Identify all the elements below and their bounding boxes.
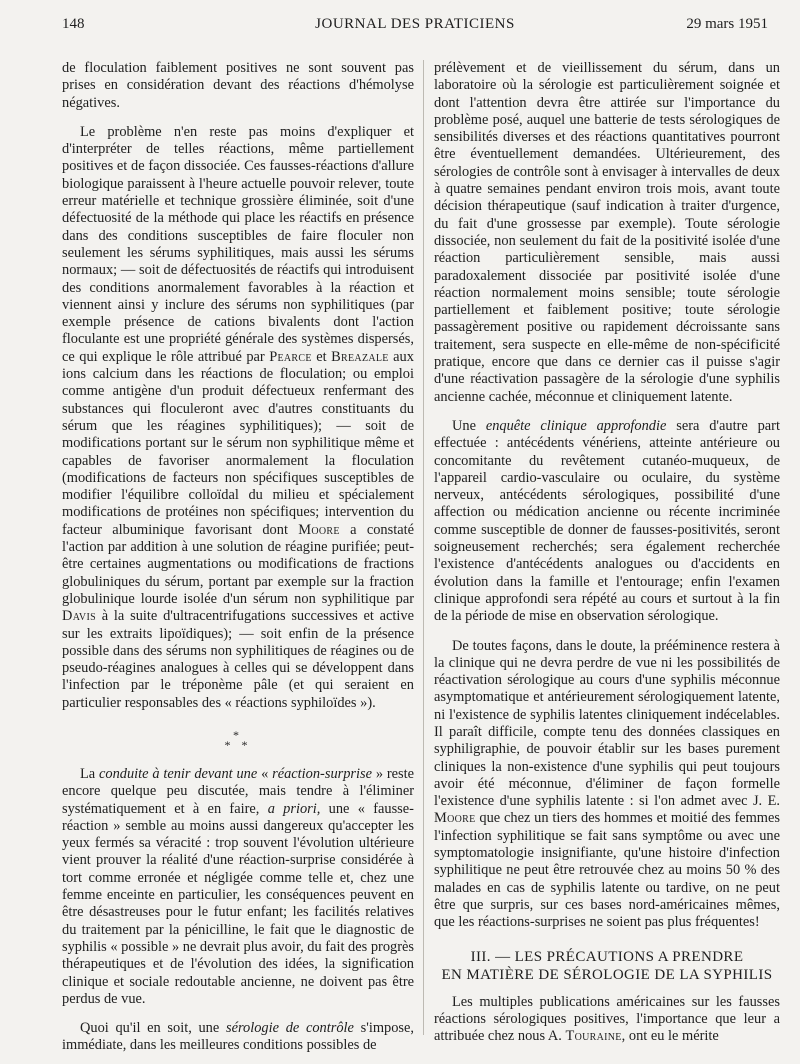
section-asterism: * * * bbox=[224, 727, 252, 752]
right-column bbox=[434, 60, 780, 1045]
paragraph-doute: De toutes façons, dans le doute, la prééminence restera à la clinique qui ne devra perdre de vue ni les possibilités de réactivation sérologique au cours d'une syphilis méconnue asymptomatique et antérieurement sérologiquement latente, ni l'existence de syphilis latentes cliniquement indécelables. Il paraît difficile, compte tenu des données classiques en syphiligraphie, de pouvoir établir sur les bases purement cliniques la non-existence d'une syphilis qui peut toujours avoir été méconnue, d'éliminer de façon formelle l'existence d'une syphilis latente : si l'on admet avec J. E. Moore que chez un tiers des hommes et moitié des femmes l'infection syphilitique se fait sans symptôme ou avec une symptomatologie insignifiante, qu'une histoire d'infection syphilitique ne peut être retrouvée chez au moins 50 % des malades en cas de syphilis latente ou tardive, on ne peut être que surpris, sur ces bases nord-américaines mêmes, que les réactions-surprises ne soient pas plus fréquentes! bbox=[434, 637, 780, 931]
paragraph-floculation: de floculation faiblement positives ne sont souvent pas prises en considération devant des réactions d'hémolyse négatives. bbox=[62, 60, 414, 111]
author-moore: Moore bbox=[298, 521, 340, 538]
left-column bbox=[62, 60, 414, 1055]
author-davis: Davis bbox=[62, 608, 96, 625]
paragraph-conduite: La conduite à tenir devant une « réaction-surprise » reste encore quelque peu discutée, mais tendre à l'éliminer systématiquement et à en faire, a priori, une « fausse-réaction » semble au moins aussi dangereux qu'accepter les yeux fermés sa véracité : trop souvent l'évolution ultérieure vient prouver la réalité d'une réaction-surprise considérée à tort comme erronée et négligée comme telle et, chez une femme enceinte en particulier, les conséquences peuvent en être désastreuses pour le futur enfant; les facilités relatives du traitement par la pénicilline, le fait que le diagnostic de syphilis « possible » ne devrait plus avoir, du fait des progrès thérapeutiques et de l'évolution des idées, la signification clinique et sociale redoutable ancienne, ne doivent pas être perdus de vue. bbox=[62, 765, 415, 1007]
journal-title: JOURNAL DES PRATICIENS bbox=[315, 16, 515, 32]
page-header bbox=[62, 16, 768, 42]
author-touraine: Touraine bbox=[565, 1028, 622, 1045]
paragraph-probleme: Le problème n'en reste pas moins d'expliquer et d'interpréter de telles réactions, même partiellement positives et de façon dissociée. Ces fausses-réactions d'allure biologique paraissent à l'heure actuelle pouvoir relever, toute erreur matérielle et technique grossière éliminée, soit d'une défectuosité de la méthode qui place les réactifs en présence dans des conditions susceptibles de faire floculer non seulement les sérums syphilitiques, mais aussi les sérums normaux; — soit de défectuosités de réactifs qui introduisent des conditions anormalement favorables à la réaction et viennent ainsi y inclure des sérums non syphilitiques (par exemple présence de cations bivalents dont l'action floculante est une propriété générale des systèmes dispersés, ce qui explique le rôle attribué par Pearce et Breazale aux ions calcium dans les réactions de floculation; ou emploi comme antigène d'un produit défectueux renfermant des substances qui floculeront avec d'autres constituants du sérum que les réagines syphilitiques); — soit de modifications portant sur le sérum non syphilitique même et capables de favoriser anormalement la floculation (modifications de facteurs non spécifiques susceptibles de modifier l'équilibre colloïdal du milieu et spécialement modifications de protéines non spécifiques; intervention du facteur albuminique favorisant dont Moore a constaté l'action par addition à une solution de réagine purifiée; peut-être certaines augmentations ou modifications de fractions globuliniques du sérum, portant par exemple sur la fraction globulinique lourde isolée d'un sérum non syphilitique par Davis à la suite d'ultracentrifugations successives et active sur les extraits lipoïdiques); — soit enfin de la présence possible dans des sérums non syphilitiques de réagines ou de pseudo-réagines analogues à celles qui se développent dans l'infection par le tréponème pâle (et qui seraient en particulier responsables des « réactions syphiloïdes »). bbox=[62, 123, 414, 711]
section-heading: III. — LES PRÉCAUTIONS A PRENDRE EN MATIÈRE DE SÉROLOGIE DE LA SYPHILIS bbox=[441, 948, 773, 983]
column-divider bbox=[423, 60, 424, 1035]
page-number: 148 bbox=[62, 16, 85, 32]
author-breazale: Breazale bbox=[331, 348, 389, 365]
issue-date: 29 mars 1951 bbox=[686, 16, 768, 32]
paragraph-prelevement: prélèvement et de vieillissement du sérum, dans un laboratoire où la sérologie est particulièrement soignée et dont l'attention devra être attirée sur l'importance du problème posé, auquel une batterie de tests sérologiques de sensibilités diverses et des réactions quantitatives pourront être éventuellement demandées. Ultérieurement, des sérologies de contrôle sont à envisager à intervalles de deux à quatre semaines pendant environ trois mois, avant toute décision thérapeutique (sauf indication à traiter d'urgence, du fait d'une grossesse par exemple). Toute sérologie dissociée, non seulement du fait de la positivité isolée d'une réaction particulièrement sensible, mais aussi paradoxalement dissociée par positivité isolée d'une réaction normalement moins sensible; toute sérologie partiellement et faiblement positive; toute sérologie passagèrement positive ou rapidement décroissante sans traitement, sera suspecte en elle-même de non-spécificité pratique, encore que dans ce dernier cas il puisse s'agir d'une réactivation passagère de la sérologie d'une syphilis ancienne cachée, méconnue et cliniquement latente. bbox=[434, 60, 780, 405]
author-moore-je: Moore bbox=[434, 810, 476, 827]
author-pearce: Pearce bbox=[269, 348, 312, 365]
paragraph-serologie-controle: Quoi qu'il en soit, une sérologie de contrôle s'impose, immédiate, dans les meilleures conditions possibles de bbox=[62, 1020, 415, 1054]
paragraph-enquete: Une enquête clinique approfondie sera d'autre part effectuée : antécédents vénériens, atteinte antérieure ou concomitante du revêtement cutanéo-muqueux, de l'appareil cardio-vasculaire ou oculaire, du système nerveux, antécédents sérologiques, possibilité d'une affection ou médication ancienne ou récente incriminée comme susceptible de donner de fausses-positivités, seront soigneusement recherchés; sera également recherchée l'existence d'antécédents analogues ou d'accidents en évolution dans la famille et l'entourage; enfin l'examen clinique approfondi sera répété au cours et surtout à la fin de la période de mise en observation sérologique. bbox=[434, 417, 780, 625]
paragraph-publications: Les multiples publications américaines sur les fausses réactions sérologiques positives, l'importance que leur a attribuée chez nous A. Touraine, ont eu le mérite bbox=[434, 993, 780, 1045]
